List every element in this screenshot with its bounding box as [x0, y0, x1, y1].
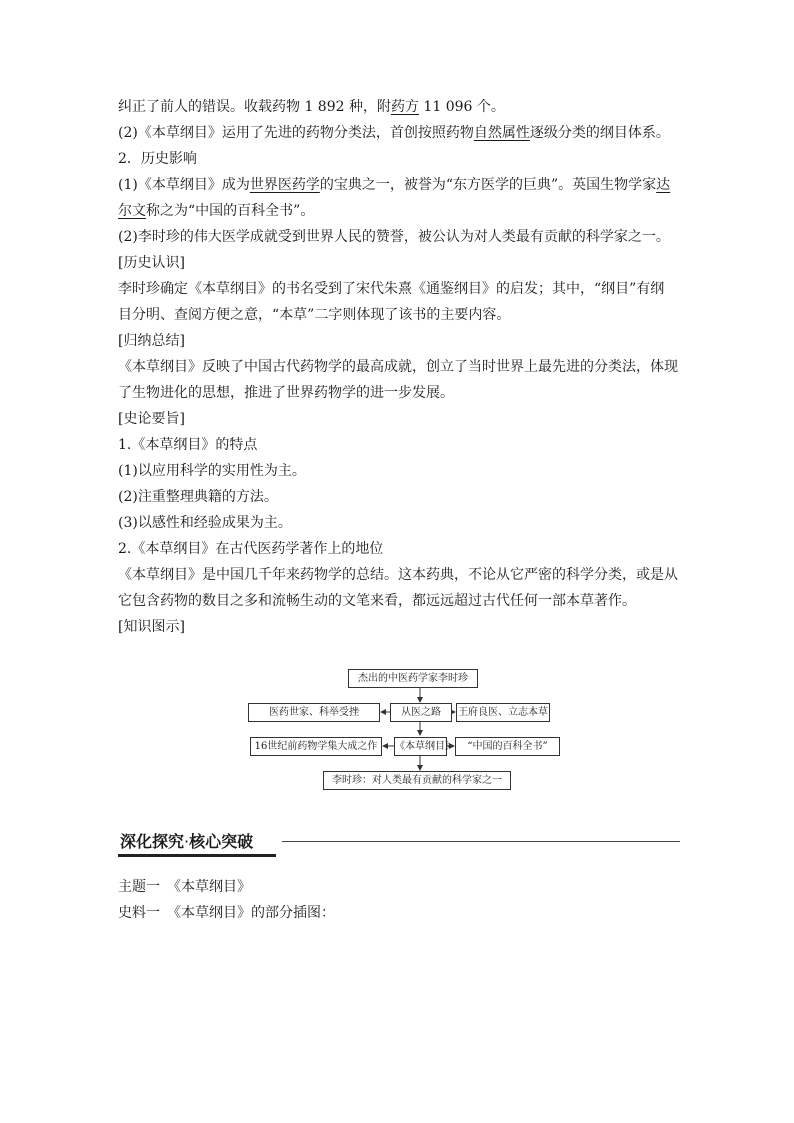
underlined-term: 达 [656, 177, 671, 193]
diagram-node-royal-physician: 王府良医、立志本草 [456, 703, 550, 722]
main-text [118, 94, 678, 640]
diagram-node-contribution: 李时珍：对人类最有贡献的科学家之一 [323, 771, 511, 790]
diagram-node-family-background: 医药世家、科举受挫 [248, 703, 380, 722]
diagram-node-culmination-work: 16世纪前药物学集大成之作 [250, 737, 382, 756]
text-line: 《本草纲目》反映了中国古代药物学的最高成就，创立了当时世界上最先进的分类法，体现 [118, 359, 678, 375]
text-line: 了生物进化的思想，推进了世界药物学的进一步发展。 [118, 385, 454, 401]
subheading: 2.《本草纲目》在古代医药学著作上的地位 [118, 541, 384, 557]
text-line: (2)《本草纲目》运用了先进的药物分类法，首创按照药物自然属性逐级分类的纲目体系。 [118, 125, 670, 141]
diagram-node-encyclopedia: “中国的百科全书” [455, 737, 560, 756]
text-line: 《本草纲目》是中国几千年来药物学的总结。这本药典，不论从它严密的科学分类，或是从 [118, 567, 678, 583]
text-line: (1)《本草纲目》成为世界医药学的宝典之一，被誉为“东方医学的巨典”。英国生物学家达 [118, 177, 671, 193]
source-material-heading: 史料一 《本草纲目》的部分插图： [118, 905, 335, 921]
subheading: 1.《本草纲目》的特点 [118, 437, 258, 453]
section-title: 深化探究·核心突破 [120, 832, 254, 851]
text-line: 尔文称之为“中国的百科全书”。 [118, 203, 315, 219]
underlined-term: 药方 [390, 99, 419, 115]
text-line: (2)李时珍的伟大医学成就受到世界人民的赞誉，被公认为对人类最有贡献的科学家之一。 [118, 229, 670, 245]
diagram-node-medical-path: 从医之路 [390, 703, 452, 722]
section-title-underline [118, 854, 276, 857]
topic-heading: 主题一 《本草纲目》 [118, 879, 251, 895]
diagram-node-li-shizhen: 杰出的中医药学家李时珍 [348, 669, 478, 688]
section-header [118, 830, 680, 854]
bracket-heading: [归纳总结] [118, 333, 185, 349]
subheading: 2．历史影响 [118, 151, 197, 167]
bracket-heading: [史论要旨] [118, 411, 185, 427]
underlined-term: 自然属性 [473, 125, 530, 141]
diagram-node-compendium: 《本草纲目》 [394, 737, 447, 756]
text-line: (2)注重整理典籍的方法。 [118, 489, 278, 505]
topic-block [118, 874, 678, 926]
text-line: (3)以感性和经验成果为主。 [118, 515, 292, 531]
knowledge-diagram [244, 666, 564, 794]
text-line: 目分明、查阅方便之意，“本草”二字则体现了该书的主要内容。 [118, 307, 511, 323]
bracket-heading: [历史认识] [118, 255, 185, 271]
text-line: 纠正了前人的错误。收载药物 1 892 种，附药方 11 096 个。 [118, 99, 505, 115]
bracket-heading: [知识图示] [118, 619, 185, 635]
underlined-term: 世界医药学 [249, 177, 320, 193]
section-divider [282, 841, 680, 842]
text-line: 它包含药物的数目之多和流畅生动的文笔来看，都远远超过古代任何一部本草著作。 [118, 593, 636, 609]
text-line: 李时珍确定《本草纲目》的书名受到了宋代朱熹《通鉴纲目》的启发；其中，“纲目”有纲 [118, 281, 665, 297]
text-line: (1)以应用科学的实用性为主。 [118, 463, 306, 479]
underlined-term: 尔文 [118, 203, 146, 219]
